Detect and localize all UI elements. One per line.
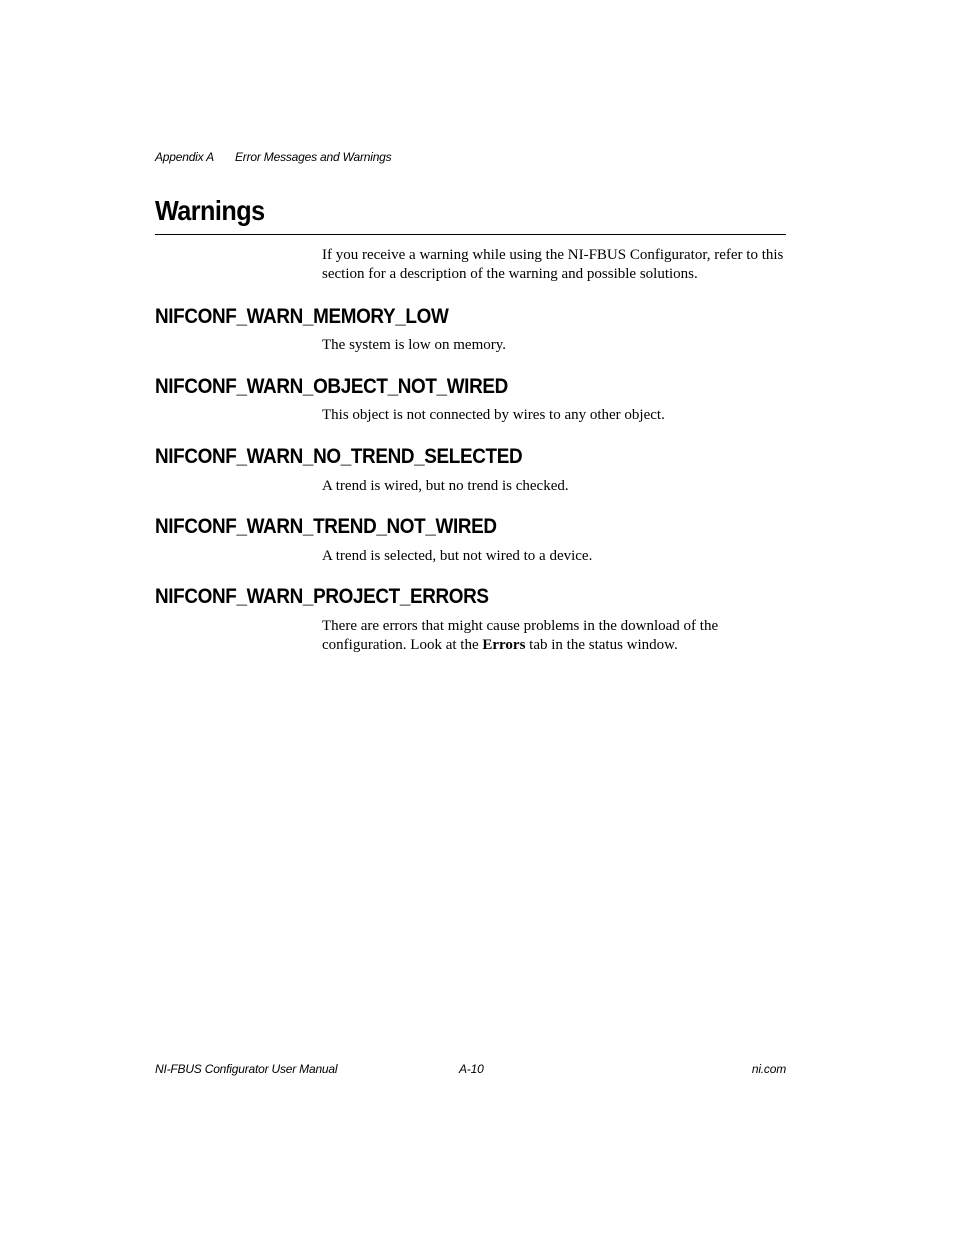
warning-heading-memory-low: NIFCONF_WARN_MEMORY_LOW xyxy=(155,305,449,328)
warning-description-object-not-wired: This object is not connected by wires to any other object. xyxy=(322,407,665,423)
running-head-appendix: Appendix A xyxy=(155,150,214,164)
running-head-chapter: Error Messages and Warnings xyxy=(235,150,392,164)
warning-description-no-trend-selected: A trend is wired, but no trend is checked. xyxy=(322,478,569,494)
footer-manual-title: NI-FBUS Configurator User Manual xyxy=(155,1062,338,1076)
warning-description-trend-not-wired: A trend is selected, but not wired to a device. xyxy=(322,548,593,564)
footer-website: ni.com xyxy=(751,1062,786,1076)
footer-page-number: A-10 xyxy=(459,1062,484,1076)
warning-heading-object-not-wired: NIFCONF_WARN_OBJECT_NOT_WIRED xyxy=(155,375,508,398)
section-title: Warnings xyxy=(155,195,265,226)
running-head xyxy=(155,150,391,164)
warning-heading-trend-not-wired: NIFCONF_WARN_TREND_NOT_WIRED xyxy=(155,515,497,538)
warning-heading-no-trend-selected: NIFCONF_WARN_NO_TREND_SELECTED xyxy=(155,445,523,468)
description-text-before: There are errors that might cause problems in the download of the configuration. Look at the xyxy=(322,618,719,653)
warning-description-project-errors xyxy=(322,617,787,655)
warning-heading-project-errors: NIFCONF_WARN_PROJECT_ERRORS xyxy=(155,585,489,608)
title-rule xyxy=(155,234,786,235)
description-text-after: tab in the status window. xyxy=(525,637,678,653)
warning-description-memory-low: The system is low on memory. xyxy=(322,337,507,353)
section-intro: If you receive a warning while using the NI-FBUS Configurator, refer to this section for a description of the warning and possible solutions. xyxy=(322,247,784,282)
errors-tab-reference: Errors xyxy=(482,637,526,653)
